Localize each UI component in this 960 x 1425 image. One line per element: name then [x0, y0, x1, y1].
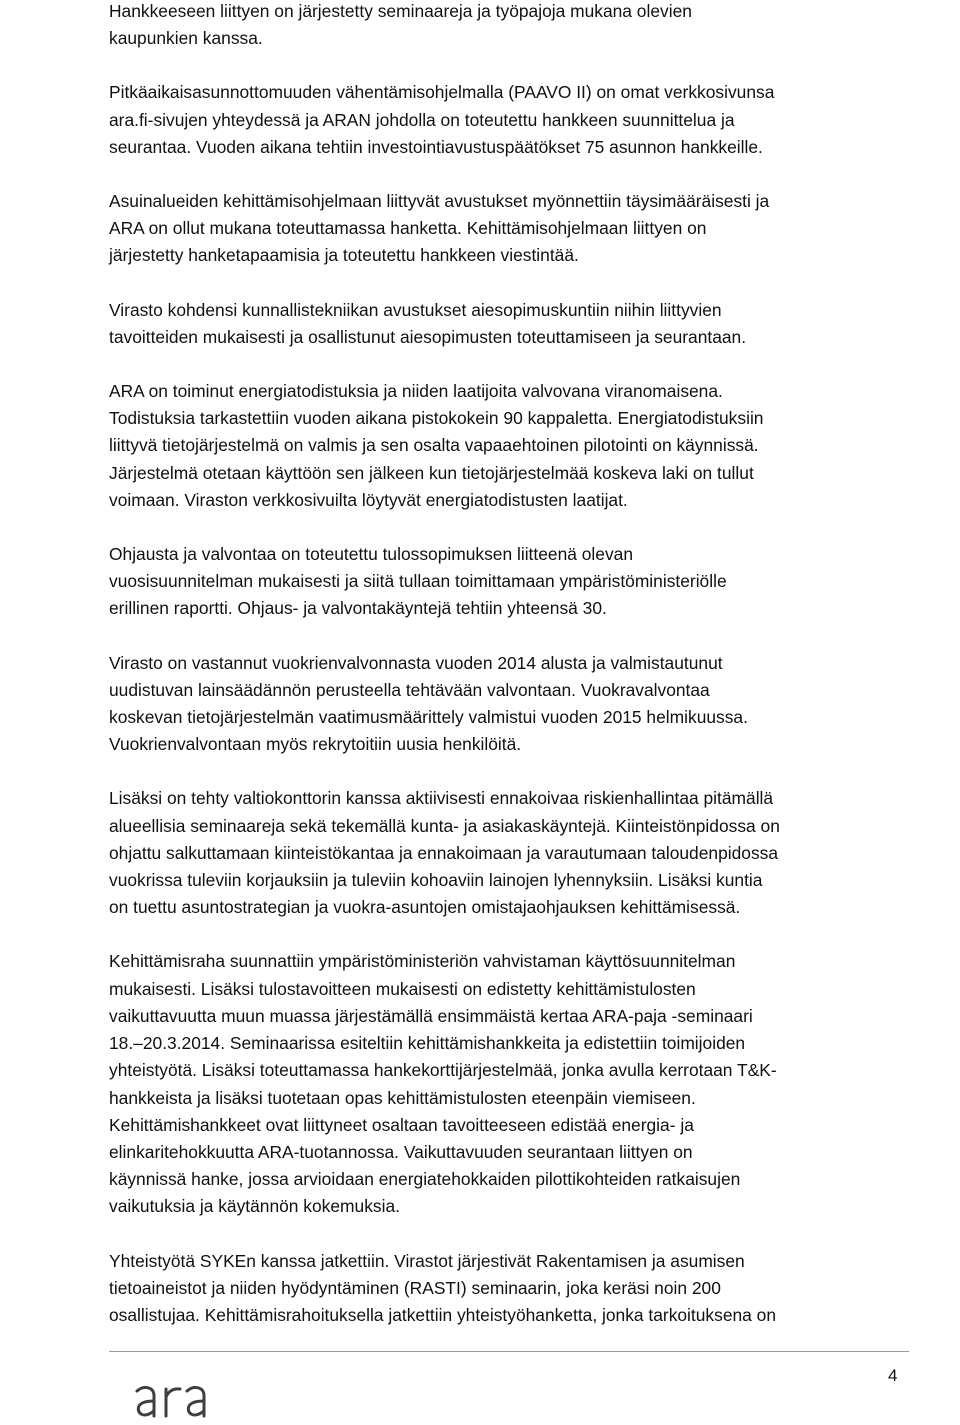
paragraph	[109, 378, 909, 514]
text-line: Hankkeeseen liittyen on järjestetty seminaareja ja työpajoja mukana olevien	[109, 1, 692, 21]
text-line: vuokrissa tuleviin korjauksiin ja tuleviin kohoaviin lainojen lyhennyksiin. Lisäksi kuntia	[109, 870, 763, 891]
text-line: koskevan tietojärjestelmän vaatimusmäärittely valmistui vuoden 2015 helmikuussa.	[109, 707, 748, 728]
text-line: mukaisesti. Lisäksi tulostavoitteen mukaisesti on edistetty kehittämistulosten	[109, 978, 696, 999]
text-line: osallistujaa. Kehittämisrahoituksella jatkettiin yhteistyöhanketta, jonka tarkoituksena on	[109, 1304, 777, 1325]
text-line: Asuinalueiden kehittämisohjelmaan liittyvät avustukset myönnettiin täysimääräisesti ja	[109, 191, 770, 212]
text-line: 18.–20.3.2014. Seminaarissa esiteltiin kehittämishankkeita ja edistettiin toimijoiden	[109, 1033, 746, 1054]
text-line: Pitkäaikaisasunnottomuuden vähentämisohjelmalla (PAAVO II) on omat verkkosivunsa	[109, 82, 775, 103]
paragraph	[109, 650, 909, 759]
text-line: ARA on toiminut energiatodistuksia ja niiden laatijoita valvovana viranomaisena.	[109, 381, 723, 402]
text-line: Lisäksi on tehty valtiokonttorin kanssa aktiivisesti ennakoivaa riskienhallintaa pitämällä	[109, 788, 774, 809]
text-line: ARA on ollut mukana toteuttamassa hanketta. Kehittämisohjelmaan liittyen on	[109, 218, 707, 239]
text-line: Todistuksia tarkastettiin vuoden aikana pistokokein 90 kappaletta. Energiatodistuksiin	[109, 408, 764, 429]
text-line: vaikutuksia ja käytännön kokemuksia.	[109, 1196, 400, 1217]
text-line: uudistuvan lainsäädännön perusteella tehtävään valvontaan. Vuokravalvontaa	[109, 679, 710, 700]
text-line: tavoitteiden mukaisesti ja osallistunut aiesopimusten toteuttamiseen ja seurantaan.	[109, 326, 747, 347]
text-line: liittyvä tietojärjestelmä on valmis ja sen osalta vapaaehtoinen pilotointi on käynnissä.	[109, 435, 759, 456]
text-line: alueellisia seminaareja sekä tekemällä kunta- ja asiakaskäyntejä. Kiinteistönpidossa on	[109, 815, 780, 836]
page-number: 4	[888, 1366, 898, 1385]
text-line: hankkeista ja lisäksi tuotetaan opas kehittämistulosten eteenpäin viemiseen.	[109, 1087, 696, 1108]
text-line: on tuettu asuntostrategian ja vuokra-asuntojen omistajaohjauksen kehittämisessä.	[109, 897, 741, 918]
paragraph	[109, 948, 909, 1220]
paragraph	[109, 541, 909, 623]
document-body	[109, 0, 909, 1356]
text-line: ohjattu salkuttamaan kiinteistökantaa ja ennakoimaan ja varautumaan taloudenpidossa	[109, 842, 779, 863]
text-line: Kehittämisraha suunnattiin ympäristöministeriön vahvistaman käyttösuunnitelman	[109, 951, 736, 972]
text-line: vuosisuunnitelman mukaisesti ja siitä tullaan toimittamaan ympäristöministeriölle	[109, 571, 727, 592]
text-line: voimaan. Viraston verkkosivuilta löytyvät energiatodistusten laatijat.	[109, 489, 628, 510]
paragraph	[109, 188, 909, 270]
text-line: yhteistyötä. Lisäksi toteuttamassa hankekorttijärjestelmää, jonka avulla kerrotaan T&K-	[109, 1060, 777, 1081]
text-line: ara.fi-sivujen yhteydessä ja ARAN johdolla on toteutettu hankkeen suunnittelua ja	[109, 109, 735, 130]
text-line: erillinen raportti. Ohjaus- ja valvontakäyntejä tehtiin yhteensä 30.	[109, 598, 607, 619]
footer-divider	[109, 1351, 909, 1352]
text-line: vaikuttavuutta muun muassa järjestämällä ensimmäistä kertaa ARA-paja -seminaari	[109, 1005, 753, 1026]
text-line: elinkaritehokkuutta ARA-tuotannossa. Vaikuttavuuden seurantaan liittyen on	[109, 1141, 693, 1162]
text-line: järjestetty hanketapaamisia ja toteutettu hankkeen viestintää.	[109, 245, 579, 266]
text-line: tietoaineistot ja niiden hyödyntäminen (RASTI) seminaarin, joka keräsi noin 200	[109, 1277, 721, 1298]
text-line: Kehittämishankkeet ovat liittyneet osaltaan tavoitteeseen edistää energia- ja	[109, 1114, 694, 1135]
paragraph	[109, 297, 909, 351]
text-line: seurantaa. Vuoden aikana tehtiin investointiavustuspäätökset 75 asunnon hankkeille.	[109, 136, 763, 157]
ara-logo	[134, 1371, 214, 1420]
text-line: Virasto on vastannut vuokrienvalvonnasta vuoden 2014 alusta ja valmistautunut	[109, 652, 723, 673]
paragraph	[109, 0, 909, 52]
paragraph	[109, 79, 909, 161]
text-line: Ohjausta ja valvontaa on toteutettu tulossopimuksen liitteenä olevan	[109, 544, 633, 565]
text-line: Virasto kohdensi kunnallistekniikan avustukset aiesopimuskuntiin niihin liittyvien	[109, 299, 722, 320]
text-line: kaupunkien kanssa.	[109, 28, 263, 49]
text-line: Vuokrienvalvontaan myös rekrytoitiin uusia henkilöitä.	[109, 734, 522, 755]
paragraph	[109, 1248, 909, 1330]
text-line: Järjestelmä otetaan käyttöön sen jälkeen kun tietojärjestelmää koskeva laki on tullut	[109, 462, 754, 483]
text-line: Yhteistyötä SYKEn kanssa jatkettiin. Virastot järjestivät Rakentamisen ja asumisen	[109, 1250, 745, 1271]
text-line: käynnissä hanke, jossa arvioidaan energiatehokkaiden pilottikohteiden ratkaisujen	[109, 1169, 741, 1190]
paragraph	[109, 785, 909, 921]
